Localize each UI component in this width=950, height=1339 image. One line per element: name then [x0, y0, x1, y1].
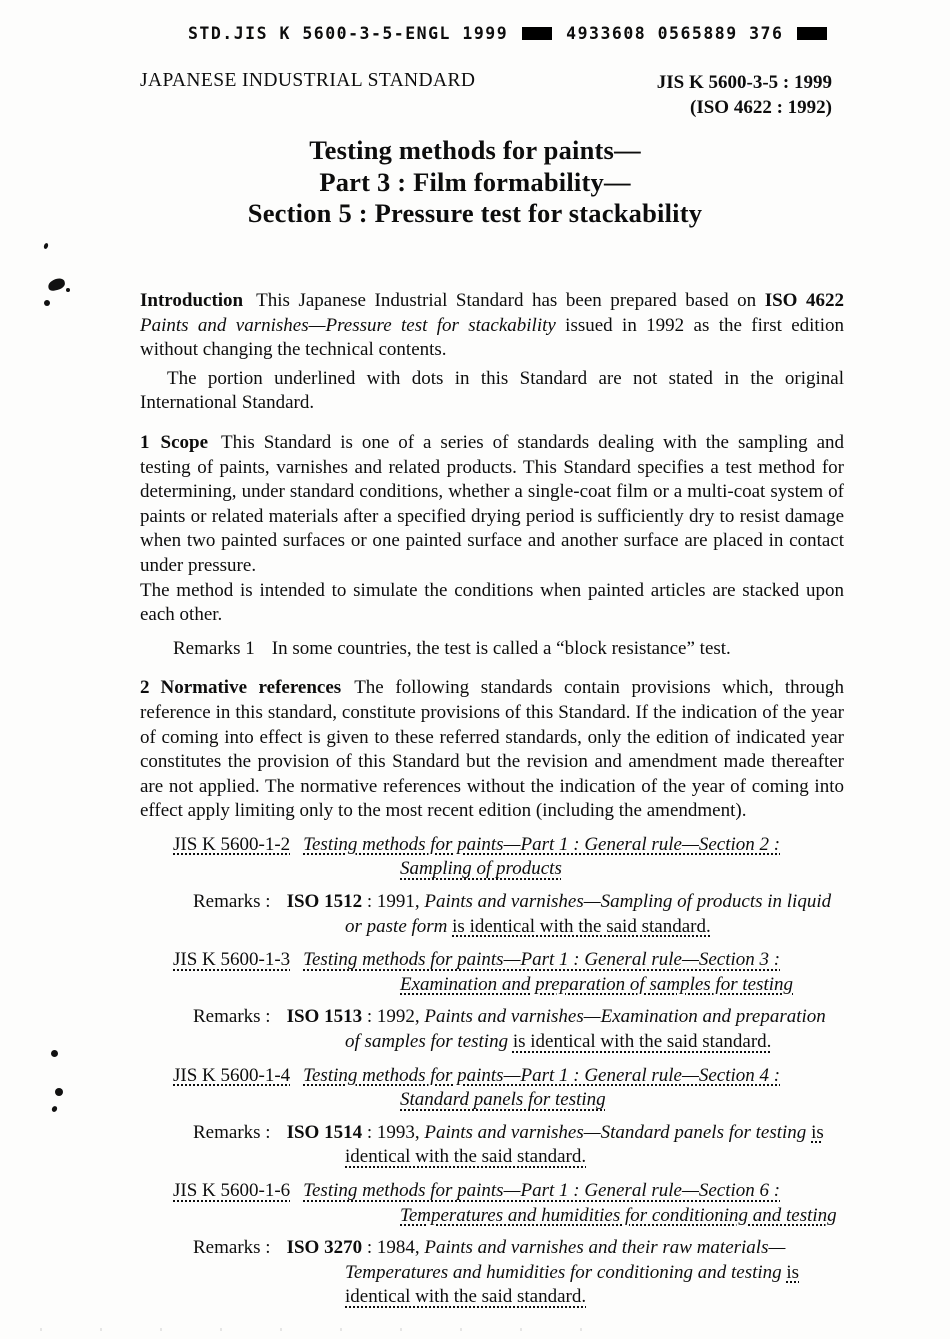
iso-code: ISO 1512 — [286, 891, 363, 913]
jis-title: Testing methods for paints—Part 1 : General rule—Section 6 : Temperatures and humidities for conditioning and testing — [303, 1180, 837, 1226]
ink-speck — [44, 300, 50, 306]
scope-heading: Scope — [160, 431, 208, 453]
iso-title: Paints and varnishes and their raw materials—Temperatures and humidities for conditioning and testing — [345, 1237, 787, 1283]
iso-year: : 1991, — [362, 891, 420, 913]
iso-code: ISO 1513 — [286, 1006, 363, 1028]
normative-heading: Normative references — [160, 677, 342, 699]
reference-entry — [140, 948, 844, 997]
standard-name: JAPANESE INDUSTRIAL STANDARD — [140, 70, 476, 91]
standard-header — [140, 70, 832, 120]
ink-speck — [51, 1050, 58, 1057]
ink-speck — [51, 1105, 58, 1113]
remarks-label: Remarks : — [193, 1121, 271, 1143]
barcode-block-icon — [797, 27, 827, 40]
scope-body: This Standard is one of a series of standards dealing with the sampling and testing of paints, varnishes and related products. This Standard specifies a test method for determining, under standard conditions, whether a single-coat film or a multi-coat system of paints or related materials after a specified drying period is sufficiently dry to resist damage when two painted surfaces or one painted surface and another surface are placed in contact under pressure. — [140, 431, 844, 576]
iso-year: : 1992, — [362, 1006, 420, 1028]
iso-4622-reference: ISO 4622 — [764, 290, 844, 311]
scope-section — [140, 431, 844, 579]
iso-number: (ISO 4622 : 1992) — [690, 97, 832, 118]
identical-note: is identical with the said standard. — [452, 915, 711, 937]
jis-title: Testing methods for paints—Part 1 : General rule—Section 2 : Sampling of products — [303, 833, 781, 880]
introduction-text-2: issued in 1992 as the first edition without changing the technical contents. — [140, 314, 844, 361]
scope-remarks — [173, 637, 844, 662]
jis-title: Testing methods for paints—Part 1 : General rule—Section 4 : Standard panels for testing — [303, 1064, 781, 1111]
introduction-label: Introduction — [140, 290, 244, 311]
jis-code: JIS K 5600-1-2 — [173, 833, 291, 855]
introduction-paragraph-2: The portion underlined with dots in this Standard are not stated in the original International Standard. — [140, 367, 844, 414]
identical-note: is identical with the said standard. — [512, 1031, 772, 1053]
reference-remarks — [140, 890, 844, 939]
jis-code: JIS K 5600-1-6 — [173, 1180, 291, 1201]
scope-number: 1 — [140, 431, 150, 453]
reference-entry — [140, 833, 844, 882]
remarks-label: Remarks : — [193, 1006, 271, 1028]
iso-year: : 1984, — [362, 1237, 420, 1259]
document-body — [140, 289, 844, 1310]
title-line-3: Section 5 : Pressure test for stackability — [247, 198, 703, 228]
remarks-label: Remarks : — [193, 891, 271, 913]
ink-speck — [55, 1088, 63, 1096]
iso-code: ISO 3270 — [286, 1237, 363, 1259]
iso-4622-title: Paints and varnishes—Pressure test for stackability — [140, 314, 556, 336]
iso-title: Paints and varnishes—Sampling of products in liquid or paste form — [345, 891, 832, 937]
normative-number: 2 — [140, 677, 150, 699]
introduction-paragraph — [140, 289, 844, 363]
normative-section — [140, 676, 844, 824]
identical-note: is identical with the said standard. — [345, 1261, 800, 1308]
title-line-1: Testing methods for paints— — [309, 135, 641, 165]
ink-speck — [66, 288, 70, 292]
standard-codes — [657, 70, 832, 120]
ink-speck — [43, 242, 49, 249]
reference-entry — [140, 1179, 844, 1228]
scan-noise — [40, 1328, 640, 1331]
remarks-label: Remarks : — [193, 1237, 271, 1259]
identical-note: is identical with the said standard. — [345, 1121, 824, 1168]
normative-body: The following standards contain provisions which, through reference in this standard, constitute provisions of this Standard. If the indication of the year of coming into effect is given to these referred standards, only the edition of indicated year constitutes the provision of this Standard but the revision and amendment made thereafter are not applied. The normative references without the indication of the year of coming into effect apply limiting only to the most recent edition (including the amendment). — [140, 677, 845, 822]
scan-header — [188, 24, 827, 43]
ink-speck — [47, 277, 66, 291]
scan-header-numbers: 4933608 0565889 376 — [566, 24, 784, 43]
iso-title: Paints and varnishes—Standard panels for testing — [419, 1121, 812, 1143]
iso-title: Paints and varnishes—Examination and preparation of samples for testing — [345, 1006, 826, 1053]
scope-remarks-text: In some countries, the test is called a “block resistance” test. — [271, 637, 731, 659]
iso-code: ISO 1514 — [286, 1121, 363, 1143]
reference-remarks — [140, 1236, 844, 1310]
jis-title: Testing methods for paints—Part 1 : General rule—Section 3 : Examination and preparation of samples for testing — [303, 949, 794, 995]
scan-header-code: STD.JIS K 5600-3-5-ENGL 1999 — [188, 24, 509, 43]
jis-code: JIS K 5600-1-4 — [173, 1064, 291, 1086]
document-title — [140, 135, 810, 230]
scope-body-2: The method is intended to simulate the conditions when painted articles are stacked upon each other. — [140, 579, 844, 626]
introduction-text: This Japanese Industrial Standard has been prepared based on — [256, 290, 765, 311]
jis-code: JIS K 5600-1-3 — [173, 949, 291, 971]
reference-entry — [140, 1064, 844, 1113]
iso-year: : 1993, — [362, 1121, 420, 1143]
title-line-2: Part 3 : Film formability— — [319, 166, 631, 197]
reference-remarks — [140, 1121, 844, 1170]
scope-remarks-label: Remarks 1 — [173, 637, 255, 659]
jis-number: JIS K 5600-3-5 : 1999 — [656, 72, 832, 93]
reference-remarks — [140, 1005, 844, 1054]
barcode-block-icon — [522, 27, 552, 40]
